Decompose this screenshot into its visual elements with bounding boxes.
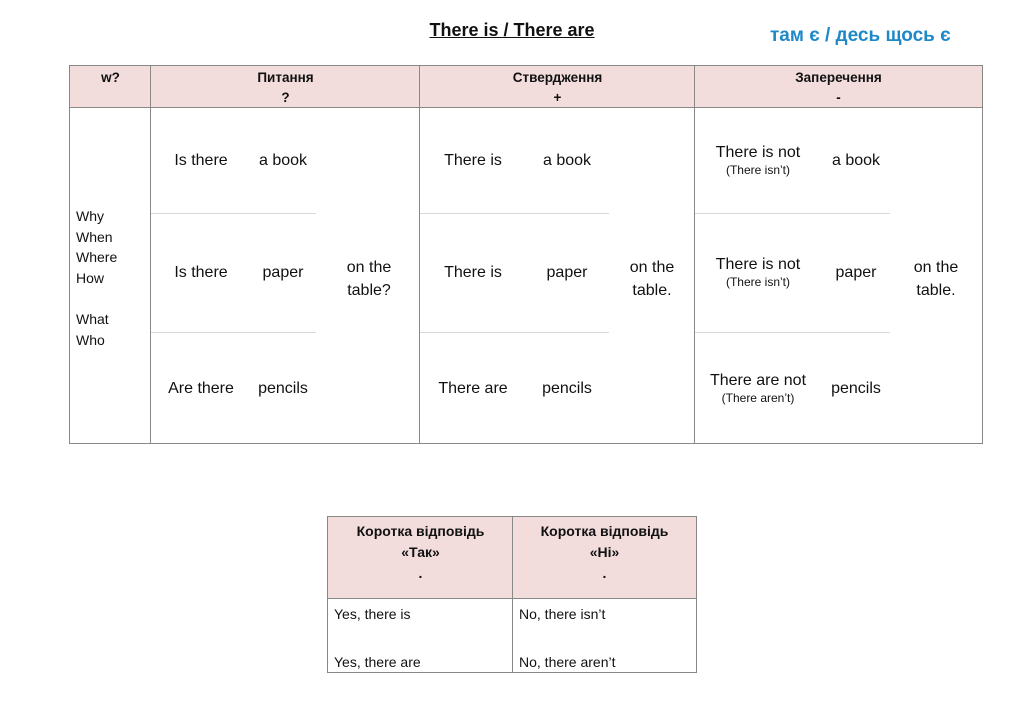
positive-place: on the table. [629,259,675,299]
negative-noun: a book [831,152,881,169]
negative-noun: paper [835,264,877,281]
row-divider [695,332,890,333]
page-subtitle: там є / десь щось є [770,25,951,46]
header-positive: Ствердження + [420,66,695,108]
positive-verb: There is [444,152,502,169]
row-divider [420,213,609,214]
yes-answer: Yes, there is [334,606,411,622]
question-noun: paper [262,264,304,281]
question-noun: pencils [258,380,308,397]
question-verb: Is there [174,264,228,281]
yes-answer: Yes, there are [334,654,421,670]
row-divider [420,332,609,333]
question-verb: Are there [168,380,234,397]
page-title: There is / There are [429,20,595,40]
divider [150,66,151,443]
row-divider [695,213,890,214]
header-negative: Заперечення - [695,66,982,108]
no-answer: No, there aren’t [519,654,616,670]
negative-verb: There is not (There isn’t) [715,256,801,289]
negative-noun: pencils [831,380,881,397]
no-answer: No, there isn’t [519,606,606,622]
question-place: on the table? [346,259,392,299]
positive-noun: paper [546,264,588,281]
positive-verb: There are [438,380,508,397]
divider [419,66,420,443]
question-verb: Is there [174,152,228,169]
header-yes: Коротка відповідь «Так» . [328,517,513,599]
positive-noun: pencils [542,380,592,397]
negative-verb: There is not (There isn’t) [715,144,801,177]
negative-place: on the table. [913,259,959,299]
header-question: Питання ? [151,66,420,108]
short-answers-table [327,516,697,673]
header-wh: w? [70,66,151,108]
divider [694,66,695,443]
positive-verb: There is [444,264,502,281]
negative-verb: There are not (There aren’t) [709,372,807,405]
positive-noun: a book [542,152,592,169]
divider [512,517,513,672]
row-divider [151,332,316,333]
header-no: Коротка відповідь «Ні» . [513,517,696,599]
row-divider [151,213,316,214]
wh-words: Why When Where How What Who [76,208,118,348]
question-noun: a book [258,152,308,169]
grammar-table [69,65,983,444]
